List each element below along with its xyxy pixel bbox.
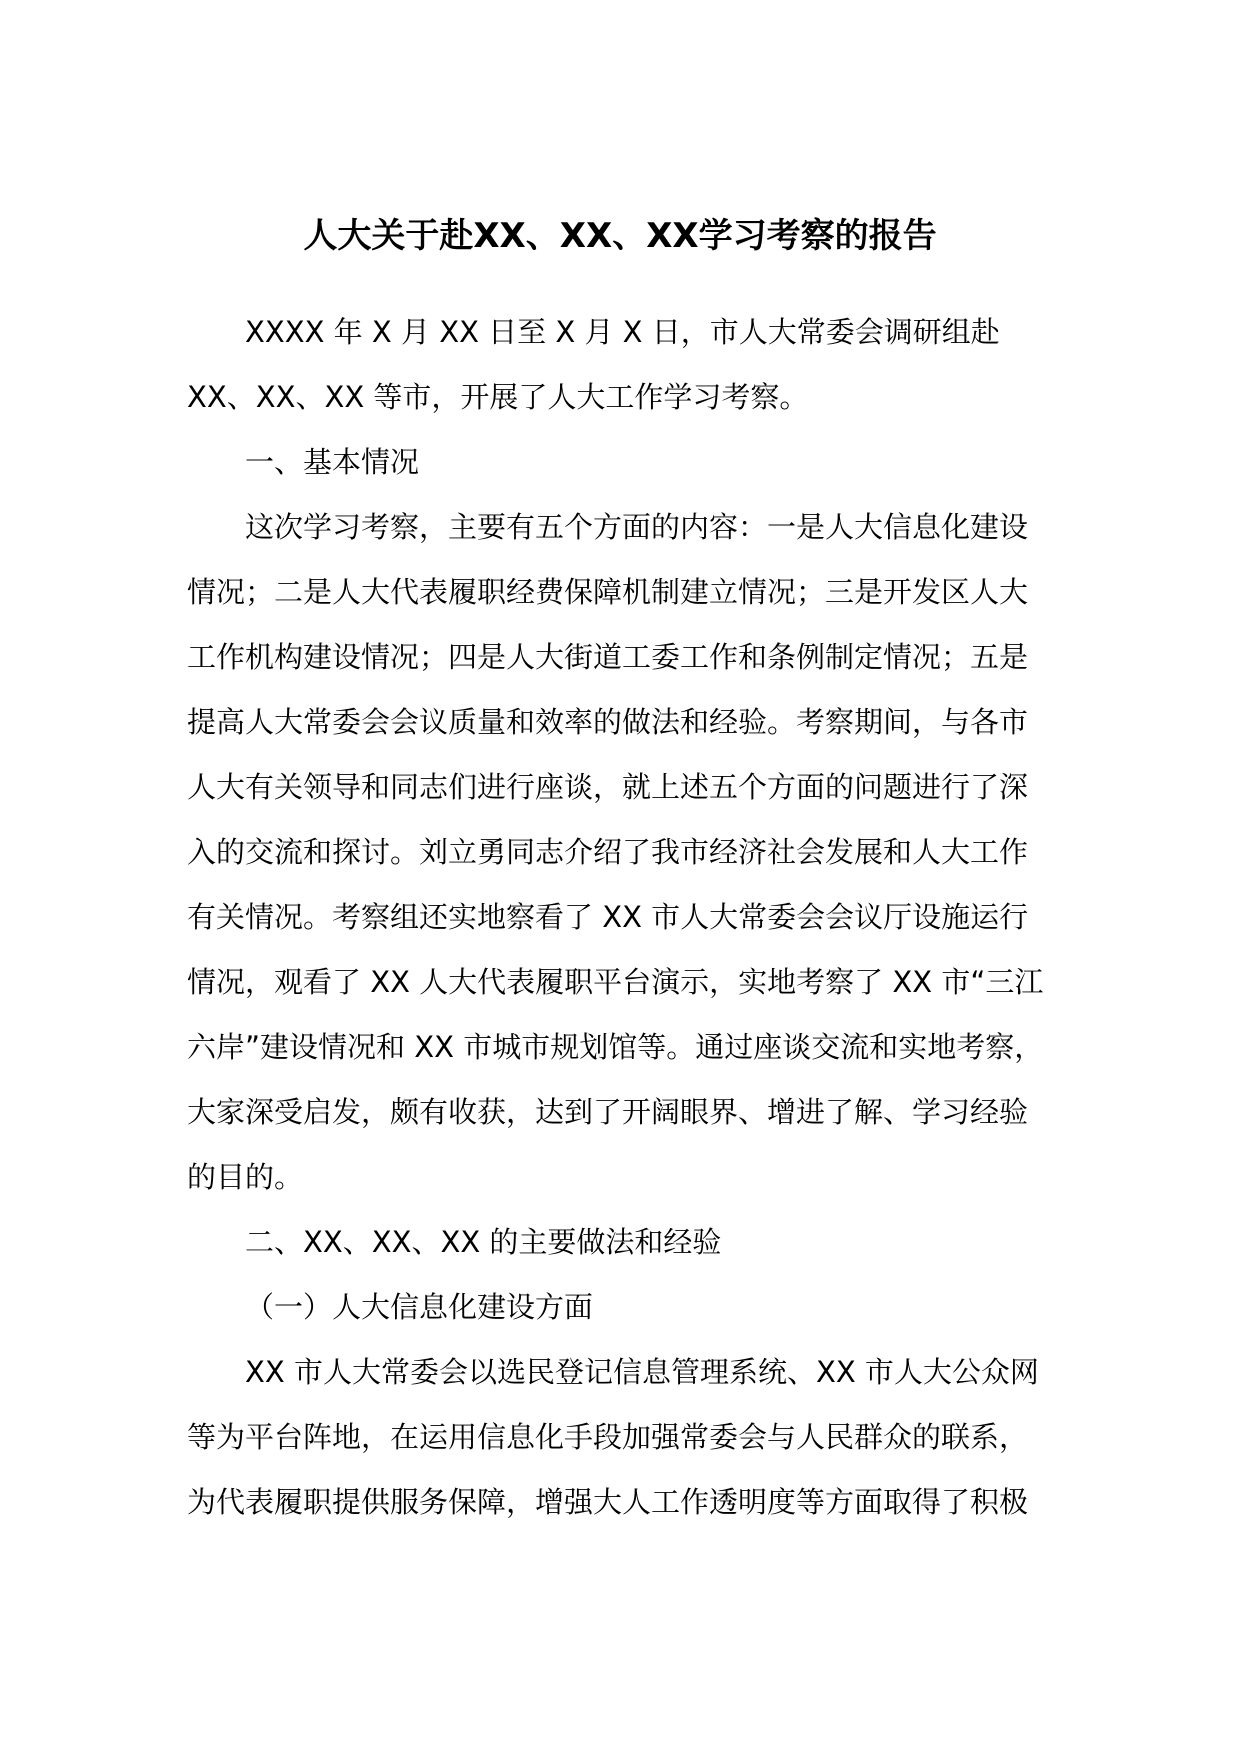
body-line: XX 市人大常委会以选民登记信息管理系统、XX 市人大公众网 <box>245 1355 1039 1389</box>
subsection-heading: （一）人大信息化建设方面 <box>245 1290 594 1324</box>
body-line: XXXX 年 X 月 XX 日至 X 月 X 日，市人大常委会调研组赴 <box>245 315 1000 349</box>
body-line: 人大有关领导和同志们进行座谈，就上述五个方面的问题进行了深 <box>187 770 1029 804</box>
body-line: 情况；二是人大代表履职经费保障机制建立情况；三是开发区人大 <box>187 575 1029 609</box>
body-line: 工作机构建设情况；四是人大街道工委工作和条例制定情况；五是 <box>187 640 1029 674</box>
body-line: 等为平台阵地，在运用信息化手段加强常委会与人民群众的联系， <box>187 1420 1029 1454</box>
body-line: XX、XX、XX 等市，开展了人大工作学习考察。 <box>187 380 809 414</box>
body-line: 入的交流和探讨。刘立勇同志介绍了我市经济社会发展和人大工作 <box>187 835 1029 869</box>
document-body <box>187 300 1057 1535</box>
body-line: 六岸”建设情况和 XX 市城市规划馆等。通过座谈交流和实地考察， <box>187 1030 1044 1064</box>
body-line: 大家深受启发，颇有收获，达到了开阔眼界、增进了解、学习经验 <box>187 1095 1029 1129</box>
document-title: 人大关于赴XX、XX、XX学习考察的报告 <box>303 216 937 256</box>
section-heading: 一、基本情况 <box>245 445 420 479</box>
body-line: 情况，观看了 XX 人大代表履职平台演示，实地考察了 XX 市“三江 <box>187 965 1044 999</box>
body-line: 提高人大常委会会议质量和效率的做法和经验。考察期间，与各市 <box>187 705 1029 739</box>
body-line: 有关情况。考察组还实地察看了 XX 市人大常委会会议厅设施运行 <box>187 900 1029 934</box>
body-line: 的目的。 <box>187 1160 304 1194</box>
body-line: 这次学习考察，主要有五个方面的内容：一是人大信息化建设 <box>245 510 1029 544</box>
section-heading: 二、XX、XX、XX 的主要做法和经验 <box>245 1225 722 1259</box>
body-line: 为代表履职提供服务保障，增强大人工作透明度等方面取得了积极 <box>187 1485 1029 1519</box>
